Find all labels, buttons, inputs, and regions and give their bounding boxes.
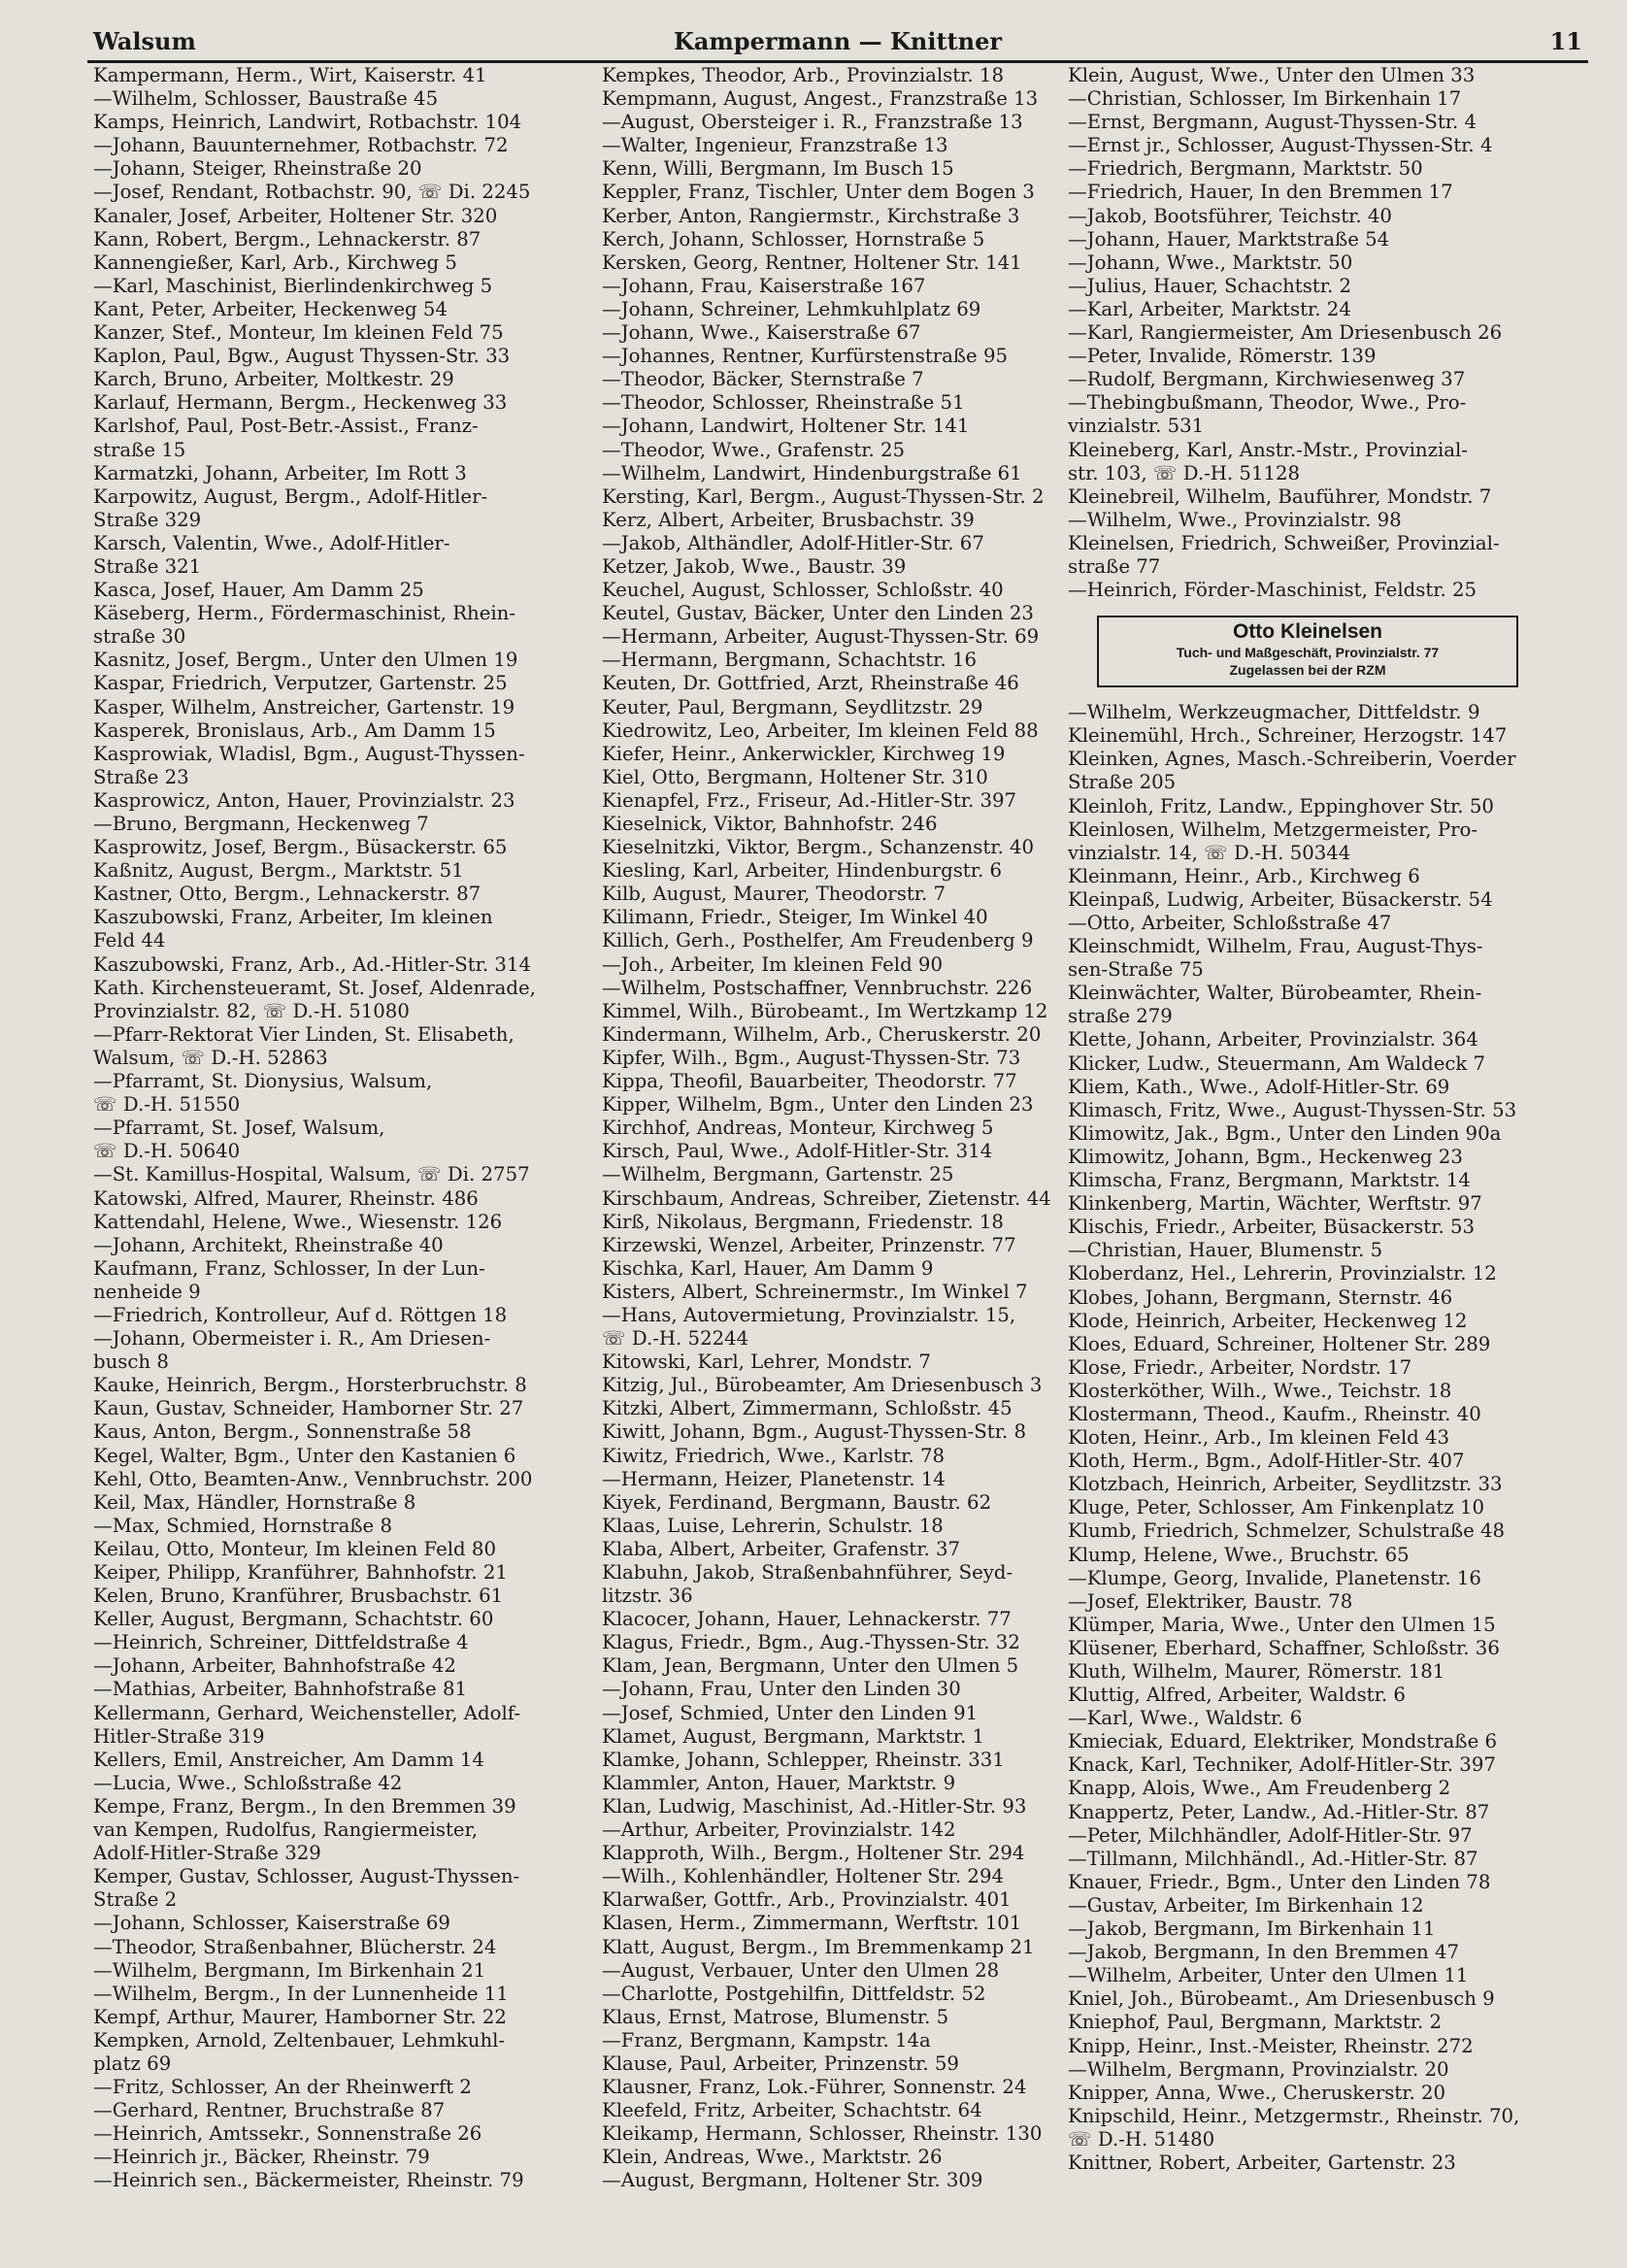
directory-entry: —Bruno, Bergmann, Heckenweg 7	[93, 813, 429, 835]
directory-entry: Kleinloh, Fritz, Landw., Eppinghover Str. 50	[1068, 794, 1494, 817]
directory-entry: Adolf-Hitler-Straße 329	[93, 1842, 321, 1865]
directory-entry: straße 15	[93, 438, 186, 461]
directory-entry: —Wilhelm, Bergmann, Provinzialstr. 20	[1068, 2057, 1449, 2081]
directory-entry: Kenn, Willi, Bergmann, Im Busch 15	[602, 157, 954, 181]
directory-entry: Klümper, Maria, Wwe., Unter den Ulmen 15	[1068, 1613, 1496, 1636]
directory-entry: Katowski, Alfred, Maurer, Rheinstr. 486	[93, 1186, 479, 1210]
directory-entry: Keil, Max, Händler, Hornstraße 8	[93, 1490, 416, 1514]
directory-entry: Kleinken, Agnes, Masch.-Schreiberin, Voerder	[1068, 748, 1516, 771]
directory-entry: —Joh., Arbeiter, Im kleinen Feld 90	[602, 952, 943, 976]
directory-entry: Kleinebreil, Wilhelm, Bauführer, Mondstr. 7	[1068, 484, 1492, 508]
directory-entry: Kilb, August, Maurer, Theodorstr. 7	[602, 883, 946, 906]
directory-entry: —Johann, Frau, Unter den Linden 30	[602, 1678, 961, 1701]
directory-entry: ☏ D.-H. 52244	[602, 1327, 749, 1351]
directory-entry: Kloten, Heinr., Arb., Im kleinen Feld 43	[1068, 1426, 1450, 1450]
directory-entry: —Jakob, Bootsführer, Teichstr. 40	[1068, 204, 1392, 227]
directory-entry: Kersting, Karl, Bergm., August-Thyssen-Str. 2	[602, 484, 1045, 508]
directory-entry: —Wilhelm, Landwirt, Hindenburgstraße 61	[602, 461, 1022, 484]
directory-entry: Keller, August, Bergmann, Schachtstr. 60	[93, 1608, 494, 1631]
directory-entry: Knipp, Heinr., Inst.-Meister, Rheinstr. 272	[1068, 2034, 1474, 2057]
directory-entry: Straße 329	[93, 508, 202, 531]
directory-entry: Karch, Bruno, Arbeiter, Moltkestr. 29	[93, 368, 454, 391]
directory-entry: —Pfarr-Rektorat Vier Linden, St. Elisabeth,	[93, 1022, 515, 1046]
directory-entry: Klicker, Ludw., Steuermann, Am Waldeck 7	[1068, 1051, 1486, 1075]
directory-entry: Kasnitz, Josef, Bergm., Unter den Ulmen 19	[93, 649, 518, 672]
directory-entry: Kleefeld, Fritz, Arbeiter, Schachtstr. 64	[602, 2099, 982, 2122]
directory-entry: —Lucia, Wwe., Schloßstraße 42	[93, 1771, 403, 1794]
directory-entry: Klinkenberg, Martin, Wächter, Werftstr. 97	[1068, 1192, 1482, 1216]
directory-entry: Klagus, Friedr., Bgm., Aug.-Thyssen-Str. 32	[602, 1631, 1020, 1654]
directory-entry: —Christian, Schlosser, Im Birkenhain 17	[1068, 87, 1462, 111]
directory-entry: Käseberg, Herm., Fördermaschinist, Rhein-	[93, 602, 515, 625]
directory-entry: Kellermann, Gerhard, Weichensteller, Adolf-	[93, 1701, 520, 1724]
directory-entry: Karlauf, Hermann, Bergm., Heckenweg 33	[93, 391, 508, 415]
directory-entry: Kempmann, August, Angest., Franzstraße 13	[602, 87, 1039, 111]
directory-entry: —Wilhelm, Bergmann, Im Birkenhain 21	[93, 1958, 486, 1982]
directory-entry: —Peter, Milchhändler, Adolf-Hitler-Str. 97	[1068, 1823, 1473, 1847]
directory-entry: —Heinrich sen., Bäckermeister, Rheinstr. 79	[93, 2169, 524, 2192]
directory-entry: Knappertz, Peter, Landw., Ad.-Hitler-Str. 87	[1068, 1800, 1490, 1823]
directory-entry: —Karl, Wwe., Waldstr. 6	[1068, 1707, 1303, 1730]
directory-entry: van Kempen, Rudolfus, Rangiermeister,	[93, 1818, 479, 1842]
directory-entry: —Johann, Wwe., Marktstr. 50	[1068, 250, 1353, 274]
directory-entry: —Johann, Hauer, Marktstraße 54	[1068, 227, 1390, 250]
directory-entry: str. 103, ☏ D.-H. 51128	[1068, 461, 1301, 484]
directory-entry: —Johann, Steiger, Rheinstraße 20	[93, 157, 422, 181]
directory-entry: Kasca, Josef, Hauer, Am Damm 25	[93, 579, 424, 602]
directory-entry: —Jakob, Althändler, Adolf-Hitler-Str. 67	[602, 531, 984, 554]
directory-entry: —Hermann, Bergmann, Schachtstr. 16	[602, 649, 977, 672]
directory-entry: Kieselnick, Viktor, Bahnhofstr. 246	[602, 813, 938, 835]
directory-entry: —Johann, Bauunternehmer, Rotbachstr. 72	[93, 134, 509, 157]
directory-entry: Klatt, August, Bergm., Im Bremmenkamp 21	[602, 1935, 1035, 1958]
directory-entry: Kleinwächter, Walter, Bürobeamter, Rhein-	[1068, 982, 1482, 1005]
directory-entry: Kiwitt, Johann, Bgm., August-Thyssen-Str. 8	[602, 1420, 1026, 1444]
directory-entry: ☏ D.-H. 50640	[93, 1140, 241, 1163]
directory-entry: Klotzbach, Heinrich, Arbeiter, Seydlitzstr. 33	[1068, 1473, 1503, 1496]
directory-entry: Klause, Paul, Arbeiter, Prinzenstr. 59	[602, 2051, 959, 2075]
ad-line-2: Zugelassen bei der RZM	[1229, 662, 1386, 679]
directory-entry: Kleinlosen, Wilhelm, Metzgermeister, Pro-	[1068, 817, 1478, 841]
directory-entry: Keilau, Otto, Monteur, Im kleinen Feld 80	[93, 1537, 496, 1560]
directory-entry: Klausner, Franz, Lok.-Führer, Sonnenstr. 24	[602, 2076, 1027, 2099]
directory-entry: Kaus, Anton, Bergm., Sonnenstraße 58	[93, 1420, 472, 1444]
directory-entry: Kitzki, Albert, Zimmermann, Schloßstr. 45	[602, 1397, 1013, 1420]
directory-entry: Klimowitz, Jak., Bgm., Unter den Linden 90a	[1068, 1121, 1502, 1145]
directory-entry: vinzialstr. 531	[1068, 415, 1205, 438]
directory-entry: —Josef, Elektriker, Baustr. 78	[1068, 1589, 1353, 1613]
directory-entry: sen-Straße 75	[1068, 958, 1204, 982]
directory-entry: —Heinrich, Schreiner, Dittfeldstraße 4	[93, 1631, 469, 1654]
directory-entry: —Theodor, Wwe., Grafenstr. 25	[602, 438, 906, 461]
directory-entry: —August, Obersteiger i. R., Franzstraße 13	[602, 111, 1023, 134]
directory-entry: Straße 321	[93, 554, 202, 578]
directory-entry: —Heinrich, Amtssekr., Sonnenstraße 26	[93, 2122, 482, 2146]
directory-entry: —Theodor, Schlosser, Rheinstraße 51	[602, 391, 965, 415]
directory-entry: Kasprowitz, Josef, Bergm., Büsackerstr. 65	[93, 836, 508, 859]
directory-entry: Kemper, Gustav, Schlosser, August-Thyssen-	[93, 1865, 520, 1888]
directory-entry: Kempkes, Theodor, Arb., Provinzialstr. 18	[602, 64, 1004, 86]
directory-entry: Karsch, Valentin, Wwe., Adolf-Hitler-	[93, 531, 450, 554]
directory-entry: —Hans, Autovermietung, Provinzialstr. 15,	[602, 1303, 1016, 1326]
directory-entry: Keuter, Paul, Bergmann, Seydlitzstr. 29	[602, 695, 983, 718]
directory-entry: —Hermann, Heizer, Planetenstr. 14	[602, 1467, 946, 1490]
directory-entry: Hitler-Straße 319	[93, 1724, 265, 1748]
directory-entry: Kippa, Theofil, Bauarbeiter, Theodorstr. 77	[602, 1070, 1017, 1093]
directory-entry: Kaspar, Friedrich, Verputzer, Gartenstr. 25	[93, 672, 508, 695]
directory-entry: Keutel, Gustav, Bäcker, Unter den Linden 23	[602, 602, 1034, 625]
directory-entry: —Johann, Schlosser, Kaiserstraße 69	[93, 1912, 450, 1935]
directory-entry: Kliem, Kath., Wwe., Adolf-Hitler-Str. 69	[1068, 1075, 1450, 1098]
directory-entry: Karmatzki, Johann, Arbeiter, Im Rott 3	[93, 461, 467, 484]
directory-entry: straße 279	[1068, 1005, 1173, 1028]
directory-entry: —Rudolf, Bergmann, Kirchwiesenweg 37	[1068, 368, 1466, 391]
directory-entry: —Jakob, Bergmann, Im Birkenhain 11	[1068, 1918, 1436, 1941]
directory-entry: —Josef, Rendant, Rotbachstr. 90, ☏ Di. 2245	[93, 181, 531, 204]
directory-entry: vinzialstr. 14, ☏ D.-H. 50344	[1068, 841, 1351, 864]
directory-entry: —Walter, Ingenieur, Franzstraße 13	[602, 134, 948, 157]
directory-entry: Klaas, Luise, Lehrerin, Schulstr. 18	[602, 1514, 944, 1537]
directory-entry: Kasper, Wilhelm, Anstreicher, Gartenstr. 19	[93, 695, 515, 718]
directory-entry: Straße 205	[1068, 771, 1177, 794]
directory-entry: —Johann, Obermeister i. R., Am Driesen-	[93, 1327, 491, 1351]
directory-entry: —Heinrich jr., Bäcker, Rheinstr. 79	[93, 2146, 430, 2169]
column-3	[1068, 64, 1558, 2175]
directory-entry: —Karl, Maschinist, Bierlindenkirchweg 5	[93, 274, 493, 297]
directory-entry: Kirß, Nikolaus, Bergmann, Friedenstr. 18	[602, 1210, 1004, 1233]
directory-entry: Klode, Heinrich, Arbeiter, Heckenweg 12	[1068, 1309, 1468, 1332]
directory-entry: Kath. Kirchensteueramt, St. Josef, Aldenrade,	[93, 976, 536, 999]
directory-entry: Kann, Robert, Bergm., Lehnackerstr. 87	[93, 227, 481, 250]
directory-entry: Kempe, Franz, Bergm., In den Bremmen 39	[93, 1794, 516, 1818]
directory-entry: Kamps, Heinrich, Landwirt, Rotbachstr. 104	[93, 111, 522, 134]
directory-entry: Kluge, Peter, Schlosser, Am Finkenplatz 10	[1068, 1496, 1485, 1519]
directory-entry: Keiper, Philipp, Kranführer, Bahnhofstr. 21	[93, 1561, 508, 1584]
directory-entry: —Franz, Bergmann, Kampstr. 14a	[602, 2028, 931, 2051]
column-2	[602, 64, 1092, 2193]
directory-entry: —Thebingbußmann, Theodor, Wwe., Pro-	[1068, 391, 1467, 415]
directory-entry: Kempken, Arnold, Zeltenbauer, Lehmkuhl-	[93, 2028, 506, 2051]
column-3-bottom	[1068, 701, 1558, 2175]
directory-entry: Klaba, Albert, Arbeiter, Grafenstr. 37	[602, 1537, 961, 1560]
directory-entry: —Mathias, Arbeiter, Bahnhofstraße 81	[93, 1678, 467, 1701]
directory-entry: Klosterköther, Wilh., Wwe., Teichstr. 18	[1068, 1379, 1452, 1402]
directory-entry: Kasprowiak, Wladisl, Bgm., August-Thyssen-	[93, 742, 525, 765]
directory-entry: —Johannes, Rentner, Kurfürstenstraße 95	[602, 345, 1009, 368]
directory-entry: —Karl, Rangiermeister, Am Driesenbusch 26	[1068, 321, 1503, 345]
directory-entry: Klarwaßer, Gottfr., Arb., Provinzialstr. 401	[602, 1888, 1012, 1912]
directory-entry: Feld 44	[93, 929, 166, 952]
column-1	[93, 64, 583, 2193]
directory-entry: Kasperek, Bronislaus, Arb., Am Damm 15	[93, 718, 496, 742]
directory-entry: —Gustav, Arbeiter, Im Birkenhain 12	[1068, 1893, 1424, 1917]
directory-entry: Kleinpaß, Ludwig, Arbeiter, Büsackerstr. 54	[1068, 887, 1493, 911]
directory-entry: ☏ D.-H. 51550	[93, 1093, 241, 1117]
directory-entry: Straße 23	[93, 765, 189, 788]
directory-entry: Klimasch, Fritz, Wwe., August-Thyssen-Str. 53	[1068, 1098, 1517, 1121]
directory-entry: Klam, Jean, Bergmann, Unter den Ulmen 5	[602, 1654, 1019, 1678]
header-place: Walsum	[93, 27, 196, 55]
directory-entry: Kerber, Anton, Rangiermstr., Kirchstraße 3	[602, 204, 1020, 227]
directory-entry: —Pfarramt, St. Dionysius, Walsum,	[93, 1070, 433, 1093]
directory-entry: Klimowitz, Johann, Bgm., Heckenweg 23	[1068, 1145, 1463, 1168]
directory-entry: Klasen, Herm., Zimmermann, Werftstr. 101	[602, 1912, 1022, 1935]
directory-entry: Kloes, Eduard, Schreiner, Holtener Str. 289	[1068, 1332, 1491, 1355]
directory-entry: Klein, August, Wwe., Unter den Ulmen 33	[1068, 64, 1476, 86]
directory-entry: litzstr. 36	[602, 1584, 693, 1608]
directory-entry: Knauer, Friedr., Bgm., Unter den Linden 78	[1068, 1870, 1491, 1893]
directory-entry: Kant, Peter, Arbeiter, Heckenweg 54	[93, 297, 448, 320]
directory-entry: Kischka, Karl, Hauer, Am Damm 9	[602, 1256, 934, 1280]
directory-entry: —Klumpe, Georg, Invalide, Planetenstr. 16	[1068, 1566, 1481, 1589]
directory-entry: —Ernst, Bergmann, August-Thyssen-Str. 4	[1068, 111, 1478, 134]
directory-entry: Kellers, Emil, Anstreicher, Am Damm 14	[93, 1748, 484, 1771]
directory-entry: —Wilhelm, Arbeiter, Unter den Ulmen 11	[1068, 1964, 1469, 1987]
directory-entry: Kitowski, Karl, Lehrer, Mondstr. 7	[602, 1351, 931, 1374]
directory-entry: —Max, Schmied, Hornstraße 8	[93, 1514, 392, 1537]
directory-entry: Keuten, Dr. Gottfried, Arzt, Rheinstraße 46	[602, 672, 1019, 695]
directory-entry: Kimmel, Wilh., Bürobeamt., Im Wertzkamp 12	[602, 999, 1048, 1022]
directory-entry: —Johann, Wwe., Kaiserstraße 67	[602, 321, 921, 345]
directory-entry: Knipper, Anna, Wwe., Cheruskerstr. 20	[1068, 2081, 1446, 2104]
directory-entry: Knipschild, Heinr., Metzgermstr., Rheinstr. 70,	[1068, 2104, 1520, 2127]
directory-entry: Kattendahl, Helene, Wwe., Wiesenstr. 126	[93, 1210, 503, 1233]
directory-entry: Kaßnitz, August, Bergm., Marktstr. 51	[93, 859, 464, 883]
directory-entry: Klapproth, Wilh., Bergm., Holtener Str. 294	[602, 1842, 1025, 1865]
directory-entry: Kloberdanz, Hel., Lehrerin, Provinzialstr. 12	[1068, 1262, 1497, 1285]
directory-entry: Keuchel, August, Schlosser, Schloßstr. 40	[602, 579, 1004, 602]
directory-entry: —Fritz, Schlosser, An der Rheinwerft 2	[93, 2076, 472, 2099]
directory-entry: Kienapfel, Frz., Friseur, Ad.-Hitler-Str. 397	[602, 788, 1017, 812]
directory-entry: Kaszubowski, Franz, Arb., Ad.-Hitler-Str. 314	[93, 952, 531, 976]
directory-entry: —August, Verbauer, Unter den Ulmen 28	[602, 1958, 1000, 1982]
directory-entry: Kerch, Johann, Schlosser, Hornstraße 5	[602, 227, 985, 250]
directory-entry: —Otto, Arbeiter, Schloßstraße 47	[1068, 912, 1392, 934]
directory-entry: Klimscha, Franz, Bergmann, Marktstr. 14	[1068, 1169, 1471, 1192]
directory-entry: Klamet, August, Bergmann, Marktstr. 1	[602, 1724, 985, 1748]
directory-entry: —Josef, Schmied, Unter den Linden 91	[602, 1701, 979, 1724]
directory-entry: straße 77	[1068, 554, 1161, 578]
directory-entry: Keppler, Franz, Tischler, Unter dem Bogen 3	[602, 181, 1035, 204]
directory-entry: —Pfarramt, St. Josef, Walsum,	[93, 1117, 385, 1140]
directory-entry: —Christian, Hauer, Blumenstr. 5	[1068, 1239, 1383, 1262]
directory-entry: —Wilhelm, Wwe., Provinzialstr. 98	[1068, 508, 1402, 531]
directory-entry: Kegel, Walter, Bgm., Unter den Kastanien 6	[93, 1444, 516, 1467]
directory-entry: Klamke, Johann, Schlepper, Rheinstr. 331	[602, 1748, 1005, 1771]
ad-line-1: Tuch- und Maßgeschäft, Provinzialstr. 77	[1176, 645, 1440, 661]
advertisement-box	[1097, 616, 1518, 687]
directory-entry: Klostermann, Theod., Kaufm., Rheinstr. 40	[1068, 1402, 1481, 1425]
directory-entry: Kilimann, Friedr., Steiger, Im Winkel 40	[602, 906, 988, 929]
directory-entry: Kisters, Albert, Schreinermstr., Im Winkel 7	[602, 1280, 1028, 1303]
directory-entry: —Peter, Invalide, Römerstr. 139	[1068, 345, 1377, 368]
directory-entry: —Johann, Arbeiter, Bahnhofstraße 42	[93, 1654, 456, 1678]
directory-entry: —Wilhelm, Bergmann, Gartenstr. 25	[602, 1163, 954, 1186]
directory-entry: nenheide 9	[93, 1280, 201, 1303]
directory-entry: Klüsener, Eberhard, Schaffner, Schloßstr. 36	[1068, 1636, 1500, 1659]
directory-entry: Kerz, Albert, Arbeiter, Brusbachstr. 39	[602, 508, 975, 531]
directory-entry: —Johann, Landwirt, Holtener Str. 141	[602, 415, 970, 438]
directory-entry: Kitzig, Jul., Bürobeamter, Am Driesenbusch 3	[602, 1374, 1043, 1397]
directory-entry: Kirschbaum, Andreas, Schreiber, Zietenstr. 44	[602, 1186, 1051, 1210]
directory-entry: Kirzewski, Wenzel, Arbeiter, Prinzenstr. 77	[602, 1233, 1016, 1256]
directory-entry: —Wilhelm, Postschaffner, Vennbruchstr. 226	[602, 976, 1033, 999]
directory-entry: Kirsch, Paul, Wwe., Adolf-Hitler-Str. 314	[602, 1140, 993, 1163]
directory-entry: Kanaler, Josef, Arbeiter, Holtener Str. 320	[93, 204, 498, 227]
directory-entry: Kannengießer, Karl, Arb., Kirchweg 5	[93, 250, 457, 274]
directory-entry: Klabuhn, Jakob, Straßenbahnführer, Seyd-	[602, 1561, 1013, 1584]
directory-entry: Kanzer, Stef., Monteur, Im kleinen Feld 75	[93, 321, 504, 345]
page-number: 11	[1549, 27, 1582, 55]
directory-entry: Kleinelsen, Friedrich, Schweißer, Provinzial-	[1068, 531, 1500, 554]
header-range: Kampermann — Knittner	[673, 27, 1002, 55]
directory-entry: —Charlotte, Postgehilfin, Dittfeldstr. 52	[602, 1982, 986, 2005]
directory-entry: —Wilh., Kohlenhändler, Holtener Str. 294	[602, 1865, 1004, 1888]
directory-entry: Straße 2	[93, 1888, 178, 1912]
directory-entry: Kleinemühl, Hrch., Schreiner, Herzogstr. 147	[1068, 724, 1508, 748]
directory-entry: —Ernst jr., Schlosser, August-Thyssen-Str. 4	[1068, 134, 1493, 157]
directory-entry: Kehl, Otto, Beamten-Anw., Vennbruchstr. 200	[93, 1467, 533, 1490]
directory-entry: straße 30	[93, 625, 186, 649]
directory-entry: Karpowitz, August, Bergm., Adolf-Hitler-	[93, 484, 488, 508]
directory-entry: Klobes, Johann, Bergmann, Sternstr. 46	[1068, 1285, 1453, 1309]
directory-entry: —Theodor, Straßenbahner, Blücherstr. 24	[93, 1935, 497, 1958]
directory-entry: —Friedrich, Hauer, In den Bremmen 17	[1068, 181, 1453, 204]
directory-entry: —Hermann, Arbeiter, August-Thyssen-Str. 69	[602, 625, 1040, 649]
directory-entry: —Jakob, Bergmann, In den Bremmen 47	[1068, 1941, 1460, 1964]
directory-entry: Kaufmann, Franz, Schlosser, In der Lun-	[93, 1256, 485, 1280]
directory-entry: Klose, Friedr., Arbeiter, Nordstr. 17	[1068, 1355, 1412, 1379]
column-3-top	[1068, 64, 1558, 602]
directory-entry: —Theodor, Bäcker, Sternstraße 7	[602, 368, 924, 391]
directory-entry: Kauke, Heinrich, Bergm., Horsterbruchstr. 8	[93, 1374, 527, 1397]
directory-entry: Kempf, Arthur, Maurer, Hamborner Str. 22	[93, 2005, 507, 2028]
directory-entry: —Arthur, Arbeiter, Provinzialstr. 142	[602, 1818, 956, 1842]
directory-entry: —Wilhelm, Schlosser, Baustraße 45	[93, 87, 439, 111]
directory-entry: Kleinschmidt, Wilhelm, Frau, August-Thys-	[1068, 935, 1483, 958]
directory-entry: Kaun, Gustav, Schneider, Hamborner Str. 27	[93, 1397, 524, 1420]
directory-entry: —Julius, Hauer, Schachtstr. 2	[1068, 274, 1352, 297]
directory-entry: —St. Kamillus-Hospital, Walsum, ☏ Di. 2757	[93, 1163, 530, 1186]
directory-entry: Kniephof, Paul, Bergmann, Marktstr. 2	[1068, 2011, 1443, 2034]
directory-entry: —Gerhard, Rentner, Bruchstraße 87	[93, 2099, 446, 2122]
page-header	[87, 23, 1588, 63]
ad-name: Otto Kleinelsen	[1232, 620, 1383, 644]
directory-entry: Kastner, Otto, Bergm., Lehnackerstr. 87	[93, 883, 481, 906]
directory-entry: Klumb, Friedrich, Schmelzer, Schulstraße 48	[1068, 1519, 1506, 1543]
directory-entry: —Johann, Schreiner, Lehmkuhlplatz 69	[602, 297, 981, 320]
directory-entry: Kaszubowski, Franz, Arbeiter, Im kleinen	[93, 906, 493, 929]
directory-entry: Knittner, Robert, Arbeiter, Gartenstr. 23	[1068, 2151, 1456, 2174]
directory-entry: Klischis, Friedr., Arbeiter, Büsackerstr. 53	[1068, 1216, 1476, 1239]
directory-entry: Kluttig, Alfred, Arbeiter, Waldstr. 6	[1068, 1684, 1406, 1707]
directory-entry: Kmieciak, Eduard, Elektriker, Mondstraße 6	[1068, 1730, 1498, 1753]
directory-entry: Kleinmann, Heinr., Arb., Kirchweg 6	[1068, 864, 1420, 887]
directory-entry: —Johann, Architekt, Rheinstraße 40	[93, 1233, 444, 1256]
directory-entry: Kelen, Bruno, Kranführer, Brusbachstr. 61	[93, 1584, 504, 1608]
directory-entry: —Friedrich, Bergmann, Marktstr. 50	[1068, 157, 1423, 181]
directory-entry: ☏ D.-H. 51480	[1068, 2127, 1215, 2151]
directory-entry: Kleikamp, Hermann, Schlosser, Rheinstr. 130	[602, 2122, 1043, 2146]
directory-entry: Kiefer, Heinr., Ankerwickler, Kirchweg 19	[602, 742, 1006, 765]
directory-entry: Kersken, Georg, Rentner, Holtener Str. 141	[602, 250, 1022, 274]
directory-entry: Walsum, ☏ D.-H. 52863	[93, 1046, 328, 1069]
directory-entry: Provinzialstr. 82, ☏ D.-H. 51080	[93, 999, 410, 1022]
directory-entry: Kasprowicz, Anton, Hauer, Provinzialstr. 23	[93, 788, 515, 812]
directory-entry: Killich, Gerh., Posthelfer, Am Freudenberg 9	[602, 929, 1034, 952]
directory-entry: Kaplon, Paul, Bgw., August Thyssen-Str. 33	[93, 345, 511, 368]
directory-entry: —Karl, Arbeiter, Marktstr. 24	[1068, 297, 1351, 320]
directory-entry: Kiyek, Ferdinand, Bergmann, Baustr. 62	[602, 1490, 992, 1514]
directory-entry: Kluth, Wilhelm, Maurer, Römerstr. 181	[1068, 1660, 1445, 1683]
directory-entry: —Heinrich, Förder-Maschinist, Feldstr. 25	[1068, 579, 1478, 602]
directory-entry: Klan, Ludwig, Maschinist, Ad.-Hitler-Str. 93	[602, 1794, 1027, 1818]
directory-entry: Kiel, Otto, Bergmann, Holtener Str. 310	[602, 765, 988, 788]
directory-entry: Kipper, Wilhelm, Bgm., Unter den Linden 23	[602, 1093, 1034, 1117]
directory-entry: Klette, Johann, Arbeiter, Provinzialstr. 364	[1068, 1028, 1478, 1051]
directory-entry: Kleineberg, Karl, Anstr.-Mstr., Provinzial-	[1068, 438, 1468, 461]
directory-entry: Klacocer, Johann, Hauer, Lehnackerstr. 77	[602, 1608, 1012, 1631]
directory-entry: Kiwitz, Friedrich, Wwe., Karlstr. 78	[602, 1444, 945, 1467]
directory-entry: Klump, Helene, Wwe., Bruchstr. 65	[1068, 1543, 1410, 1566]
directory-entry: Kirchhof, Andreas, Monteur, Kirchweg 5	[602, 1117, 994, 1140]
directory-entry: Knack, Karl, Techniker, Adolf-Hitler-Str. 397	[1068, 1753, 1496, 1777]
directory-entry: busch 8	[93, 1351, 169, 1374]
directory-entry: Knapp, Alois, Wwe., Am Freudenberg 2	[1068, 1777, 1451, 1800]
directory-entry: Kampermann, Herm., Wirt, Kaiserstr. 41	[93, 64, 487, 86]
directory-entry: —Wilhelm, Bergm., In der Lunnenheide 11	[93, 1982, 509, 2005]
directory-entry: Klammler, Anton, Hauer, Marktstr. 9	[602, 1771, 956, 1794]
directory-entry: Klaus, Ernst, Matrose, Blumenstr. 5	[602, 2005, 949, 2028]
directory-entry: Kiesling, Karl, Arbeiter, Hindenburgstr. 6	[602, 859, 1003, 883]
directory-entry: —Friedrich, Kontrolleur, Auf d. Röttgen 18	[93, 1303, 508, 1326]
directory-entry: —Johann, Frau, Kaiserstraße 167	[602, 274, 926, 297]
directory-entry: Kloth, Herm., Bgm., Adolf-Hitler-Str. 407	[1068, 1450, 1465, 1473]
directory-entry: —August, Bergmann, Holtener Str. 309	[602, 2169, 983, 2192]
directory-entry: Ketzer, Jakob, Wwe., Baustr. 39	[602, 554, 907, 578]
directory-entry: —Wilhelm, Werkzeugmacher, Dittfeldstr. 9	[1068, 701, 1480, 724]
directory-entry: Klein, Andreas, Wwe., Marktstr. 26	[602, 2146, 943, 2169]
directory-entry: Karlshof, Paul, Post-Betr.-Assist., Franz-	[93, 415, 479, 438]
directory-entry: Kindermann, Wilhelm, Arb., Cheruskerstr. 20	[602, 1022, 1042, 1046]
directory-entry: Kipfer, Wilh., Bgm., August-Thyssen-Str. 73	[602, 1046, 1021, 1069]
directory-entry: Kiedrowitz, Leo, Arbeiter, Im kleinen Feld 88	[602, 718, 1039, 742]
directory-entry: —Tillmann, Milchhändl., Ad.-Hitler-Str. 87	[1068, 1847, 1478, 1870]
directory-entry: Kniel, Joh., Bürobeamt., Am Driesenbusch 9	[1068, 1987, 1495, 2011]
directory-entry: platz 69	[93, 2051, 172, 2075]
directory-entry: Kieselnitzki, Viktor, Bergm., Schanzenstr. 40	[602, 836, 1035, 859]
